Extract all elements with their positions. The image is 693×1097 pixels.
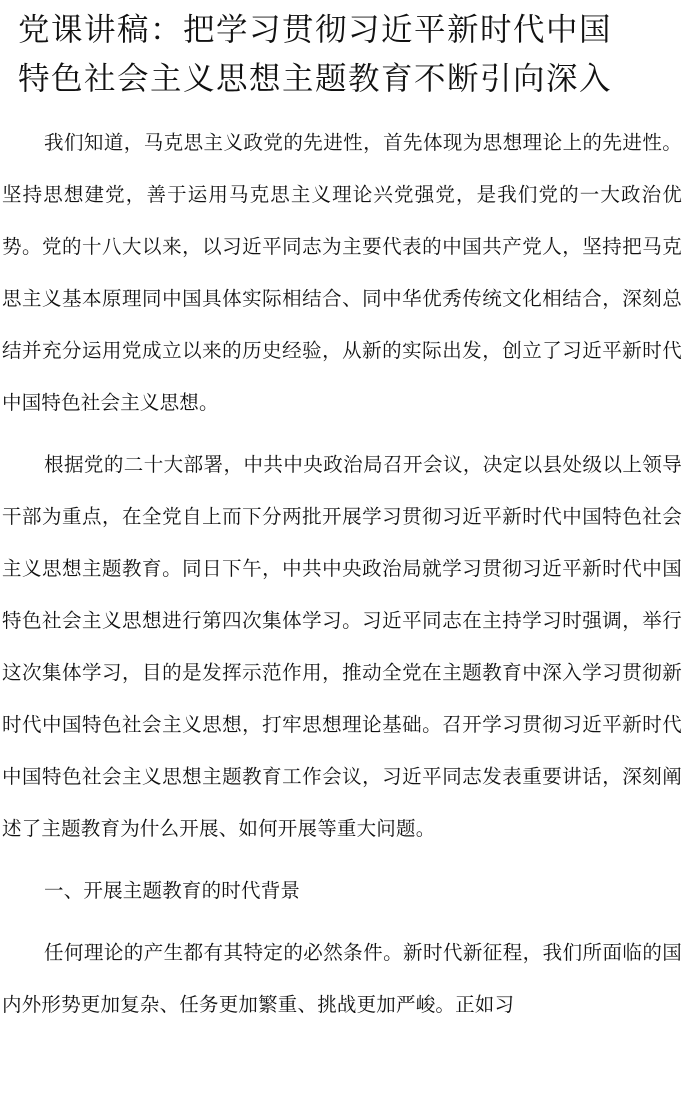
document-title bbox=[18, 6, 678, 104]
paragraph-3: 任何理论的产生都有其特定的必然条件。新时代新征程，我们所面临的国内外形势更加复杂、任务更加繁重、挑战更加严峻。正如习 bbox=[2, 941, 682, 1016]
title-line-2: 特色社会主义思想主题教育不断引向深入 bbox=[18, 61, 613, 97]
title-line-1: 党课讲稿：把学习贯彻习近平新时代中国 bbox=[18, 12, 613, 48]
paragraph-2: 根据党的二十大部署，中共中央政治局召开会议，决定以县处级以上领导干部为重点，在全党自上而下分两批开展学习贯彻习近平新时代中国特色社会主义思想主题教育。同日下午，中共中央政治局就学习贯彻习近平新时代中国特色社会主义思想进行第四次集体学习。习近平同志在主持学习时强调，举行这次集体学习，目的是发挥示范作用，推动全党在主题教育中深入学习贯彻新时代中国特色社会主义思想，打牢思想理论基础。召开学习贯彻习近平新时代中国特色社会主义思想主题教育工作会议，习近平同志发表重要讲话，深刻阐述了主题教育为什么开展、如何开展等重大问题。 bbox=[2, 453, 682, 840]
paragraph-1: 我们知道，马克思主义政党的先进性，首先体现为思想理论上的先进性。坚持思想建党，善于运用马克思主义理论兴党强党，是我们党的一大政治优势。党的十八大以来，以习近平同志为主要代表的中国共产党人，坚持把马克思主义基本原理同中国具体实际相结合、同中华优秀传统文化相结合，深刻总结并充分运用党成立以来的历史经验，从新的实际出发，创立了习近平新时代中国特色社会主义思想。 bbox=[2, 131, 682, 414]
section-heading-1: 一、开展主题教育的时代背景 bbox=[44, 879, 301, 902]
document-body bbox=[2, 117, 682, 1031]
